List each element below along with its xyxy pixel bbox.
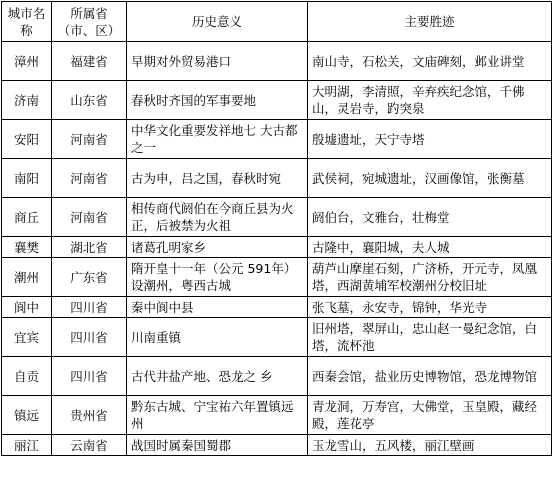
city-cell: 丽江 (2, 435, 52, 456)
city-cell: 镇远 (2, 396, 52, 435)
header-city: 城市名称 (2, 2, 52, 42)
header-significance: 历史意义 (127, 2, 308, 42)
significance-cell: 中华文化重要发祥地七 大古都之一 (127, 120, 308, 159)
city-cell: 漳州 (2, 42, 52, 81)
sites-cell: 张飞墓，永安寺，锦钟，华光寺 (308, 297, 552, 318)
table-row (2, 435, 552, 456)
city-cell: 商丘 (2, 198, 52, 237)
significance-cell: 早期对外贸易港口 (127, 42, 308, 81)
city-cell: 阆中 (2, 297, 52, 318)
province-cell: 四川省 (52, 318, 127, 357)
table-row (2, 297, 552, 318)
province-cell: 河南省 (52, 198, 127, 237)
province-cell: 山东省 (52, 81, 127, 120)
significance-cell: 春秋时齐国的军事要地 (127, 81, 308, 120)
significance-cell: 诸葛孔明家乡 (127, 237, 308, 258)
table-row (2, 81, 552, 120)
province-cell: 河南省 (52, 120, 127, 159)
table-row (2, 120, 552, 159)
province-cell: 贵州省 (52, 396, 127, 435)
significance-cell: 相传商代阏伯在今商丘县为火正，后被禁为火祖 (127, 198, 308, 237)
city-cell: 济南 (2, 81, 52, 120)
city-cell: 南阳 (2, 159, 52, 198)
sites-cell: 玉龙雪山，五风楼，丽江壁画 (308, 435, 552, 456)
significance-cell: 黔东古城、宁宝祐六年置镇远州 (127, 396, 308, 435)
table-row (2, 237, 552, 258)
historic-cities-table (1, 1, 552, 456)
province-cell: 福建省 (52, 42, 127, 81)
province-cell: 河南省 (52, 159, 127, 198)
table-row (2, 159, 552, 198)
sites-cell: 武侯祠，宛城遗址，汉画像馆，张衡墓 (308, 159, 552, 198)
sites-cell: 西秦会馆，盐业历史博物馆，恐龙博物馆 (308, 357, 552, 396)
sites-cell: 殷墟遗址，天宁寺塔 (308, 120, 552, 159)
header-row (2, 2, 552, 42)
header-province: 所属省（市、区） (52, 2, 127, 42)
city-cell: 安阳 (2, 120, 52, 159)
province-cell: 广东省 (52, 258, 127, 297)
city-cell: 潮州 (2, 258, 52, 297)
province-cell: 四川省 (52, 297, 127, 318)
sites-cell: 古隆中，襄阳城，夫人城 (308, 237, 552, 258)
province-cell: 四川省 (52, 357, 127, 396)
sites-cell: 旧州塔，翠屏山，忠山赵一曼纪念馆，白塔，流杯池 (308, 318, 552, 357)
table-row (2, 318, 552, 357)
sites-cell: 葫芦山摩崖石刻，广济桥，开元寺，凤凰塔，西湖黄埔军校潮州分校旧址 (308, 258, 552, 297)
table-row (2, 357, 552, 396)
sites-cell: 南山寺，石松关，文庙碑刻，邺业讲堂 (308, 42, 552, 81)
city-cell: 宜宾 (2, 318, 52, 357)
significance-cell: 战国时属秦国蜀郡 (127, 435, 308, 456)
sites-cell: 大明湖，李清照，辛弃疾纪念馆，千佛山，灵岩寺，趵突泉 (308, 81, 552, 120)
sites-cell: 阏伯台，文雅台，壮梅堂 (308, 198, 552, 237)
table-row (2, 42, 552, 81)
significance-cell: 秦中阆中县 (127, 297, 308, 318)
header-sites: 主要胜迹 (308, 2, 552, 42)
city-cell: 襄樊 (2, 237, 52, 258)
table-row (2, 198, 552, 237)
significance-cell: 古为申，吕之国，春秋时宛 (127, 159, 308, 198)
significance-cell: 川南重镇 (127, 318, 308, 357)
province-cell: 湖北省 (52, 237, 127, 258)
table-row (2, 258, 552, 297)
significance-cell: 古代井盐产地、恐龙之 乡 (127, 357, 308, 396)
province-cell: 云南省 (52, 435, 127, 456)
significance-cell: 隋开皇十一年（公元 591年）设潮州，粤西古城 (127, 258, 308, 297)
city-cell: 自贡 (2, 357, 52, 396)
table-row (2, 396, 552, 435)
sites-cell: 青龙洞，万寿宫，大佛堂，玉皇殿，藏经殿，莲花亭 (308, 396, 552, 435)
